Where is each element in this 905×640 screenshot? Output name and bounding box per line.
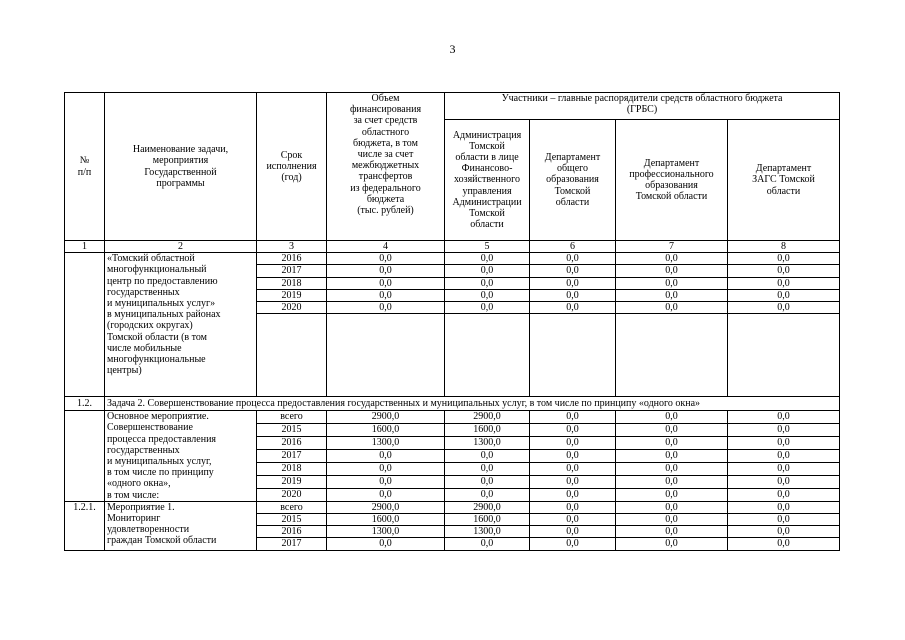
- value-cell: 0,0: [616, 302, 728, 314]
- value-cell: 0,0: [616, 277, 728, 289]
- value-cell: 0,0: [445, 265, 530, 277]
- value-cell: 1600,0: [327, 514, 445, 526]
- value-cell: 0,0: [728, 501, 840, 513]
- value-cell: 0,0: [616, 501, 728, 513]
- col-number: 4: [327, 241, 445, 253]
- value-cell: 0,0: [327, 289, 445, 301]
- empty-cell: [445, 314, 530, 397]
- value-cell: 0,0: [327, 277, 445, 289]
- value-cell: 0,0: [327, 253, 445, 265]
- value-cell: 2900,0: [327, 411, 445, 424]
- value-cell: 0,0: [445, 302, 530, 314]
- row-number: [65, 253, 105, 397]
- year-cell: 2019: [257, 289, 327, 301]
- year-cell: 2016: [257, 526, 327, 538]
- value-cell: 0,0: [616, 424, 728, 437]
- task-number: 1.2.: [65, 397, 105, 411]
- col-number: 1: [65, 241, 105, 253]
- value-cell: 0,0: [530, 501, 616, 513]
- table-row: [65, 501, 840, 513]
- value-cell: 1300,0: [445, 526, 530, 538]
- value-cell: 0,0: [530, 475, 616, 488]
- value-cell: 0,0: [530, 302, 616, 314]
- year-cell: 2015: [257, 424, 327, 437]
- value-cell: 0,0: [616, 475, 728, 488]
- value-cell: 0,0: [445, 475, 530, 488]
- year-cell: всего: [257, 411, 327, 424]
- value-cell: 0,0: [327, 450, 445, 463]
- row-name: [105, 501, 257, 550]
- header-dep-prof: Департамент профессионального образования Томской области: [616, 120, 728, 241]
- value-cell: 0,0: [530, 424, 616, 437]
- value-cell: 0,0: [728, 514, 840, 526]
- table-row: [65, 253, 840, 265]
- row-name-text: «Томский областной многофункциональный центр по предоставлению государственных и муниципальных услуг» в муниципальных районах (городских округах) Томской области (в том числе мобильные многофункциональные центры): [107, 253, 221, 377]
- header-admin: Администрация Томской области в лице Финансово- хозяйственного управления Администрации Томской области: [445, 120, 530, 241]
- value-cell: 0,0: [728, 424, 840, 437]
- value-cell: 0,0: [616, 437, 728, 450]
- col-number: 3: [257, 241, 327, 253]
- value-cell: 0,0: [616, 411, 728, 424]
- row-name: [105, 411, 257, 502]
- value-cell: 0,0: [616, 253, 728, 265]
- header-volume: Объем финансирования за счет средств областного бюджета, в том числе за счет межбюджетных трансфертов из федерального бюджета (тыс. рублей): [327, 93, 445, 241]
- value-cell: 0,0: [616, 538, 728, 550]
- value-cell: 0,0: [530, 488, 616, 501]
- value-cell: 0,0: [616, 526, 728, 538]
- value-cell: 0,0: [530, 514, 616, 526]
- year-cell: 2017: [257, 538, 327, 550]
- table-row: [65, 411, 840, 424]
- task-text: Задача 2. Совершенствование процесса предоставления государственных и муниципальных услуг, в том числе по принципу «одного окна»: [105, 397, 840, 411]
- year-cell: 2016: [257, 437, 327, 450]
- value-cell: 0,0: [445, 538, 530, 550]
- year-cell: 2018: [257, 277, 327, 289]
- value-cell: 0,0: [327, 475, 445, 488]
- value-cell: 0,0: [530, 265, 616, 277]
- value-cell: 0,0: [728, 526, 840, 538]
- value-cell: 1600,0: [445, 514, 530, 526]
- row-name: [105, 253, 257, 397]
- col-number: 5: [445, 241, 530, 253]
- value-cell: 0,0: [728, 475, 840, 488]
- budget-table: [64, 92, 840, 551]
- value-cell: 1600,0: [445, 424, 530, 437]
- value-cell: 0,0: [616, 289, 728, 301]
- empty-cell: [327, 314, 445, 397]
- value-cell: 0,0: [327, 265, 445, 277]
- value-cell: 0,0: [445, 277, 530, 289]
- value-cell: 0,0: [445, 253, 530, 265]
- value-cell: 0,0: [445, 289, 530, 301]
- col-number: 7: [616, 241, 728, 253]
- value-cell: 0,0: [530, 289, 616, 301]
- value-cell: 0,0: [530, 538, 616, 550]
- column-number-row: [65, 241, 840, 253]
- value-cell: 0,0: [728, 411, 840, 424]
- value-cell: 1600,0: [327, 424, 445, 437]
- value-cell: 0,0: [728, 277, 840, 289]
- value-cell: 2900,0: [445, 501, 530, 513]
- value-cell: 0,0: [327, 462, 445, 475]
- year-cell: 2020: [257, 488, 327, 501]
- value-cell: 0,0: [728, 437, 840, 450]
- col-number: 2: [105, 241, 257, 253]
- year-cell: 2020: [257, 302, 327, 314]
- value-cell: 0,0: [445, 450, 530, 463]
- value-cell: 0,0: [445, 488, 530, 501]
- value-cell: 0,0: [728, 488, 840, 501]
- value-cell: 0,0: [728, 462, 840, 475]
- value-cell: 0,0: [728, 265, 840, 277]
- row-name-text: Мероприятие 1. Мониторинг удовлетворенности граждан Томской области: [107, 501, 217, 547]
- value-cell: 0,0: [728, 450, 840, 463]
- value-cell: 0,0: [530, 437, 616, 450]
- value-cell: 0,0: [530, 450, 616, 463]
- year-cell: 2018: [257, 462, 327, 475]
- year-cell: всего: [257, 501, 327, 513]
- value-cell: 0,0: [530, 277, 616, 289]
- value-cell: 2900,0: [327, 501, 445, 513]
- value-cell: 2900,0: [445, 411, 530, 424]
- value-cell: 0,0: [616, 450, 728, 463]
- value-cell: 0,0: [530, 253, 616, 265]
- value-cell: 0,0: [327, 302, 445, 314]
- year-cell: 2019: [257, 475, 327, 488]
- value-cell: 0,0: [616, 462, 728, 475]
- year-cell: 2017: [257, 265, 327, 277]
- value-cell: 0,0: [728, 253, 840, 265]
- year-cell: 2016: [257, 253, 327, 265]
- col-number: 8: [728, 241, 840, 253]
- header-term: Срок исполнения (год): [257, 93, 327, 241]
- header-num: № п/п: [65, 93, 105, 241]
- value-cell: 0,0: [616, 488, 728, 501]
- header-name: Наименование задачи, мероприятия Государственной программы: [105, 93, 257, 241]
- value-cell: 0,0: [327, 538, 445, 550]
- year-cell: 2017: [257, 450, 327, 463]
- value-cell: 0,0: [616, 514, 728, 526]
- header-dep-general: Департамент общего образования Томской области: [530, 120, 616, 241]
- value-cell: 1300,0: [327, 526, 445, 538]
- value-cell: 1300,0: [327, 437, 445, 450]
- col-number: 6: [530, 241, 616, 253]
- empty-cell: [616, 314, 728, 397]
- task-row: [65, 397, 840, 411]
- value-cell: 0,0: [445, 462, 530, 475]
- value-cell: 0,0: [327, 488, 445, 501]
- row-number: [65, 411, 105, 502]
- empty-cell: [530, 314, 616, 397]
- header-dep-zags: Департамент ЗАГС Томской области: [728, 120, 840, 241]
- row-number: 1.2.1.: [65, 501, 105, 550]
- value-cell: 0,0: [728, 302, 840, 314]
- value-cell: 0,0: [616, 265, 728, 277]
- value-cell: 0,0: [530, 411, 616, 424]
- value-cell: 1300,0: [445, 437, 530, 450]
- value-cell: 0,0: [530, 526, 616, 538]
- value-cell: 0,0: [530, 462, 616, 475]
- empty-cell: [257, 314, 327, 397]
- page-number: 3: [449, 42, 456, 56]
- year-cell: 2015: [257, 514, 327, 526]
- header-participants: Участники – главные распорядители средств областного бюджета (ГРБС): [445, 93, 840, 120]
- value-cell: 0,0: [728, 538, 840, 550]
- empty-cell: [728, 314, 840, 397]
- row-name-text: Основное мероприятие. Совершенствование процесса предоставления государственных и муниципальных услуг, в том числе по принципу «одного окна», в том числе:: [107, 411, 217, 501]
- value-cell: 0,0: [728, 289, 840, 301]
